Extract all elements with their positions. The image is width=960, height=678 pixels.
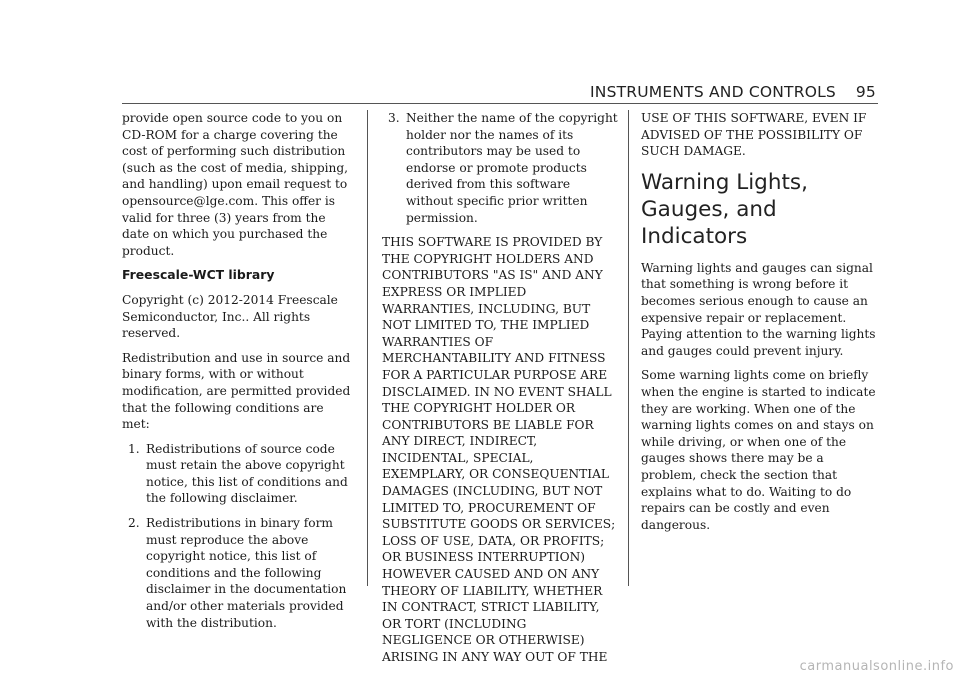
list-item-text: Redistributions of source code must retain the above copyright notice, this list of conditions and the following disclaimer. xyxy=(146,441,348,506)
header-rule xyxy=(122,103,878,104)
list-item-number: 1. xyxy=(128,441,140,456)
conditions-list-continued xyxy=(382,110,618,226)
warning-lights-paragraph-1: Warning lights and gauges can signal that something is wrong before it becomes serious enough to cause an expensive repair or replacement. Paying attention to the warning lights and gauges could prevent injury. xyxy=(641,260,876,358)
list-item-number: 2. xyxy=(128,516,140,531)
list-item xyxy=(388,110,618,226)
section-title: INSTRUMENTS AND CONTROLS xyxy=(590,83,836,101)
watermark: carmanualsonline.info xyxy=(799,659,954,674)
column-divider-1 xyxy=(367,110,368,586)
open-source-paragraph: provide open source code to you on CD-ROM for a charge covering the cost of performing such distribution (such as the cost of media, shipping, and handling) upon email request to opensource@lge.com. This offer is valid for three (3) years from the date on which you purchased the product. xyxy=(122,111,349,258)
page-number: 95 xyxy=(855,83,876,101)
list-item-text: Redistributions in binary form must reproduce the above copyright notice, this list of conditions and the following disclaimer in the documentation and/or other materials provided with the distribution. xyxy=(146,516,347,630)
list-item xyxy=(128,441,354,507)
redistribution-paragraph: Redistribution and use in source and binary forms, with or without modification, are permitted provided that the following conditions are met: xyxy=(122,350,351,432)
list-item-number: 3. xyxy=(388,111,400,125)
column-2 xyxy=(382,110,618,674)
list-item xyxy=(128,515,354,631)
page-header xyxy=(590,83,876,105)
column-1 xyxy=(122,110,354,639)
copyright-paragraph: Copyright (c) 2012-2014 Freescale Semiconductor, Inc.. All rights reserved. xyxy=(122,292,338,341)
column-3 xyxy=(641,110,877,541)
column-divider-2 xyxy=(628,110,629,586)
disclaimer-paragraph: THIS SOFTWARE IS PROVIDED BY THE COPYRIGHT HOLDERS AND CONTRIBUTORS "AS IS" AND ANY EXPRESS OR IMPLIED WARRANTIES, INCLUDING, BUT NOT LIMITED TO, THE IMPLIED WARRANTIES OF MERCHANTABILITY AND FITNESS FOR A PARTICULAR PURPOSE ARE DISCLAIMED. IN NO EVENT SHALL THE COPYRIGHT HOLDER OR CONTRIBUTORS BE LIABLE FOR ANY DIRECT, INDIRECT, INCIDENTAL, SPECIAL, EXEMPLARY, OR CONSEQUENTIAL DAMAGES (INCLUDING, BUT NOT LIMITED TO, PROCUREMENT OF SUBSTITUTE GOODS OR SERVICES; LOSS OF USE, DATA, OR PROFITS; OR BUSINESS INTERRUPTION) HOWEVER CAUSED AND ON ANY THEORY OF LIABILITY, WHETHER IN CONTRACT, STRICT LIABILITY, OR TORT (INCLUDING NEGLIGENCE OR OTHERWISE) ARISING IN ANY WAY OUT OF THE xyxy=(382,235,616,664)
library-subheading: Freescale-WCT library xyxy=(122,267,275,283)
disclaimer-continued: USE OF THIS SOFTWARE, EVEN IF ADVISED OF THE POSSIBILITY OF SUCH DAMAGE. xyxy=(641,111,867,159)
section-heading: Warning Lights, Gauges, and Indicators xyxy=(641,169,808,249)
conditions-list xyxy=(122,441,354,632)
list-item-text: Neither the name of the copyright holder nor the names of its contributors may be used to endorse or promote products derived from this software without specific prior written permission. xyxy=(406,111,618,225)
warning-lights-paragraph-2: Some warning lights come on briefly when the engine is started to indicate they are working. When one of the warning lights comes on and stays on while driving, or when one of the gauges shows there may be a problem, check the section that explains what to do. Waiting to do repairs can be costly and even dangerous. xyxy=(641,368,876,532)
